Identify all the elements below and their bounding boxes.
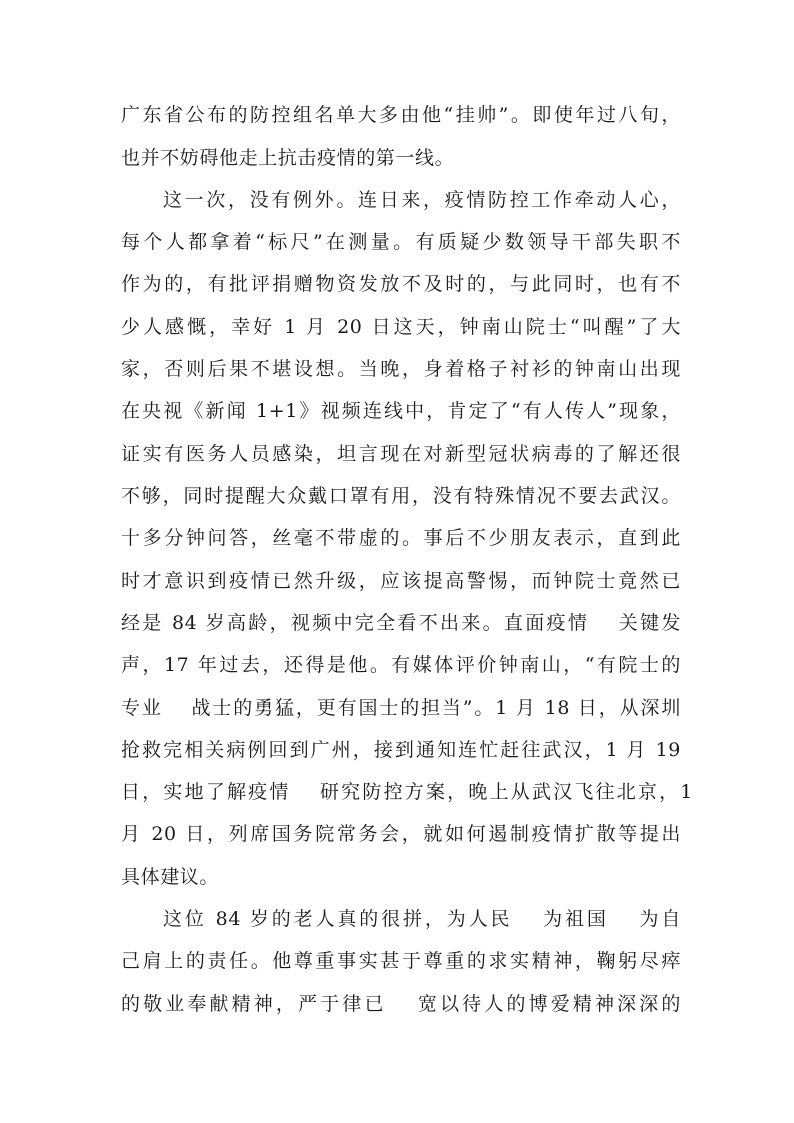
text-line: 十多分钟问答，丝毫不带虚的。事后不少朋友表示，直到此 bbox=[121, 527, 681, 549]
text-line: 经是 84 岁高龄，视频中完全看不出来。直面疫情 关键发 bbox=[121, 612, 681, 634]
text-line: 的敬业奉献精神，严于律已 宽以待人的博爱精神深深的 bbox=[121, 993, 681, 1015]
text-line: 不够，同时提醒大众戴口罩有用，没有特殊情况不要去武汉。 bbox=[121, 485, 681, 507]
text-line: 日，实地了解疫情 研究防控方案，晚上从武汉飞往北京，1 bbox=[121, 781, 693, 803]
text-line: 抢救完相关病例回到广州，接到通知连忙赶往武汉，1 月 19 bbox=[121, 739, 681, 761]
text-line: 在央视《新闻 1+1》视频连线中，肯定了“有人传人”现象， bbox=[121, 400, 681, 422]
text-line: 专业 战士的勇猛，更有国士的担当”。1 月 18 日，从深圳 bbox=[121, 697, 681, 719]
text-line: 家，否则后果不堪设想。当晚，身着格子衬衫的钟南山出现 bbox=[121, 358, 681, 380]
text-line: 声，17 年过去，还得是他。有媒体评价钟南山，“有院士的 bbox=[121, 654, 681, 676]
paragraph-first-line: 这一次，没有例外。连日来，疫情防控工作牵动人心， bbox=[163, 189, 681, 211]
text-line: 具体建议。 bbox=[121, 866, 220, 888]
text-line: 己肩上的责任。他尊重事实甚于尊重的求实精神，鞠躬尽瘁 bbox=[121, 950, 681, 972]
text-line: 广东省公布的防控组名单大多由他“挂帅”。即使年过八旬， bbox=[121, 104, 681, 126]
text-line: 每个人都拿着“标尺”在测量。有质疑少数领导干部失职不 bbox=[121, 231, 681, 253]
text-line: 作为的，有批评捐赠物资发放不及时的，与此同时，也有不 bbox=[121, 273, 681, 295]
text-line: 月 20 日，列席国务院常务会，就如何遏制疫情扩散等提出 bbox=[121, 823, 681, 845]
text-line: 也并不妨碍他走上抗击疫情的第一线。 bbox=[121, 147, 455, 169]
text-line: 时才意识到疫情已然升级，应该提高警惕，而钟院士竟然已 bbox=[121, 570, 681, 592]
text-line: 少人感慨，幸好 1 月 20 日这天，钟南山院士“叫醒”了大 bbox=[121, 316, 681, 338]
text-line: 证实有医务人员感染，坦言现在对新型冠状病毒的了解还很 bbox=[121, 443, 681, 465]
paragraph-first-line: 这位 84 岁的老人真的很拼，为人民 为祖国 为自 bbox=[163, 908, 681, 930]
